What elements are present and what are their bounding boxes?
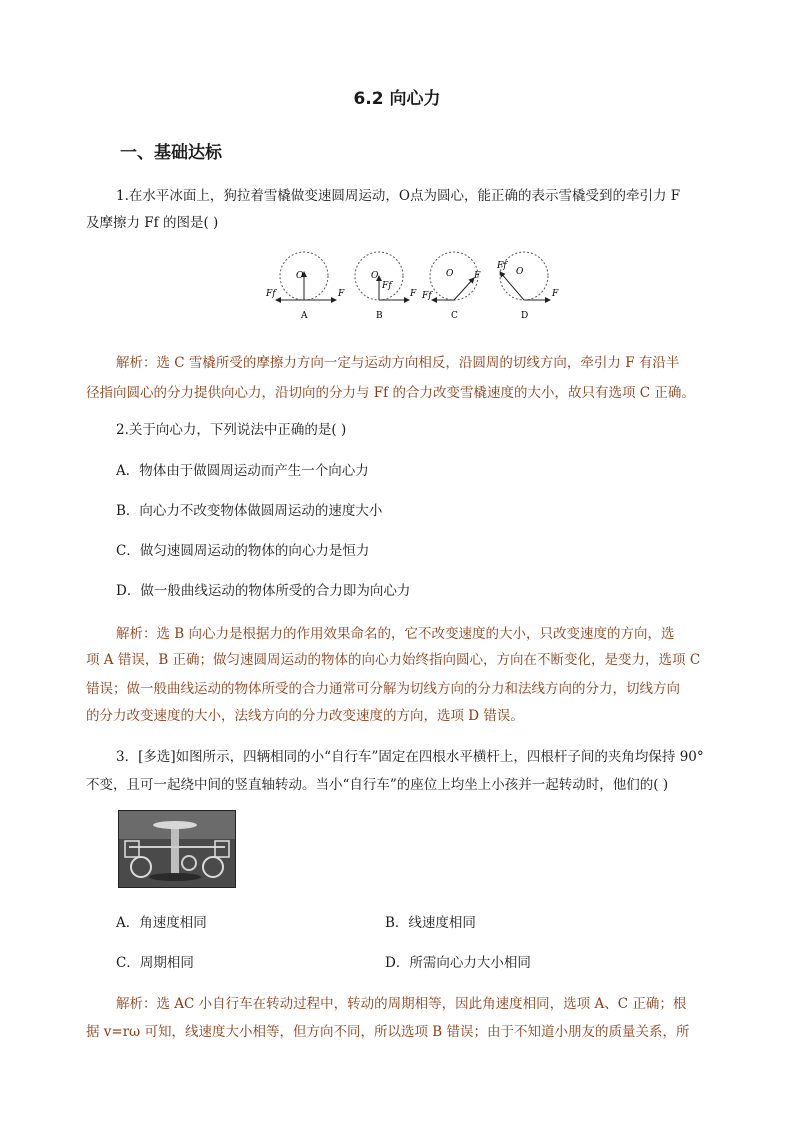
q2-analysis-line2: 项 A 错误，B 正确；做匀速圆周运动的物体的向心力始终指向圆心，方向在不断变化，是变力，选项 C	[86, 652, 701, 668]
q3-stem-line2: 不变，且可一起绕中间的竖直轴转动。当小“自行车”的座位上均坐上小孩并一起转动时，他们的( )	[86, 777, 669, 793]
q1-force-diagrams	[264, 248, 564, 324]
diagram-c	[421, 252, 481, 321]
q3-option-a: A．角速度相同	[116, 915, 207, 931]
q1-analysis-line2: 径指向圆心的分力提供向心力，沿切向的分力与 Ff 的合力改变雪橇速度的大小，故只有选项 C 正确。	[86, 385, 695, 401]
q1-stem-line1: 1.在水平冰面上，狗拉着雪橇做变速圆周运动，O点为圆心，能正确的表示雪橇受到的牵引力 F	[116, 188, 681, 204]
diagram-d	[496, 252, 559, 321]
label-ff: Ff	[497, 261, 507, 271]
label-o: O	[296, 271, 304, 281]
label-ff: Ff	[382, 281, 392, 291]
label-o: O	[516, 267, 524, 277]
label-ff: Ff	[422, 291, 432, 301]
label-o: O	[446, 269, 454, 279]
q2-option-d: D．做一般曲线运动的物体所受的合力即为向心力	[116, 583, 411, 599]
q3-option-b: B．线速度相同	[385, 915, 476, 931]
q1-analysis-line1: 解析：选 C 雪橇所受的摩擦力方向一定与运动方向相反，沿圆周的切线方向，牵引力 F 有沿半	[116, 355, 680, 371]
label-f: F	[338, 289, 345, 299]
q3-option-c: C．周期相同	[116, 955, 194, 971]
q2-stem: 2.关于向心力，下列说法中正确的是( )	[116, 422, 347, 438]
q1-stem-line2: 及摩擦力 Ff 的图是( )	[86, 215, 219, 231]
label-a: A	[301, 311, 308, 321]
label-d: D	[521, 311, 529, 321]
q2-option-b: B．向心力不改变物体做圆周运动的速度大小	[116, 503, 383, 519]
diagram-a	[265, 252, 345, 321]
label-f: F	[474, 271, 481, 281]
q2-analysis-line1: 解析：选 B 向心力是根据力的作用效果命名的，它不改变速度的大小，只改变速度的方向，选	[116, 626, 675, 642]
q2-analysis-line4: 的分力改变速度的大小，法线方向的分力改变速度的方向，选项 D 错误。	[86, 708, 524, 724]
page-title: 6.2 向心力	[353, 89, 441, 109]
label-c: C	[451, 311, 458, 321]
label-f: F	[410, 289, 417, 299]
section-heading: 一、基础达标	[120, 143, 222, 163]
q3-stem-line1: 3．[多选]如图所示，四辆相同的小“自行车”固定在四根水平横杆上，四根杆子间的夹角均保持 90°	[116, 749, 704, 765]
q2-analysis-line3: 错误；做一般曲线运动的物体所受的合力通常可分解为切线方向的分力和法线方向的分力，切线方向	[86, 681, 680, 697]
label-b: B	[376, 311, 383, 321]
diagram-b	[355, 252, 417, 321]
q2-option-a: A．物体由于做圆周运动而产生一个向心力	[116, 463, 369, 479]
label-f: F	[552, 289, 559, 299]
q3-option-d: D．所需向心力大小相同	[385, 955, 531, 971]
photo-illustration	[119, 811, 235, 887]
q2-option-c: C．做匀速圆周运动的物体的向心力是恒力	[116, 543, 370, 559]
q3-analysis-line2: 据 v=rω 可知，线速度大小相等，但方向不同，所以选项 B 错误；由于不知道小朋友的质量关系，所	[86, 1024, 690, 1040]
q3-analysis-line1: 解析：选 AC 小自行车在转动过程中，转动的周期相等，因此角速度相同，选项 A、C 正确；根	[116, 996, 687, 1012]
bicycle-carousel-photo	[118, 810, 236, 888]
label-o: O	[371, 271, 379, 281]
label-ff: Ff	[266, 289, 276, 299]
